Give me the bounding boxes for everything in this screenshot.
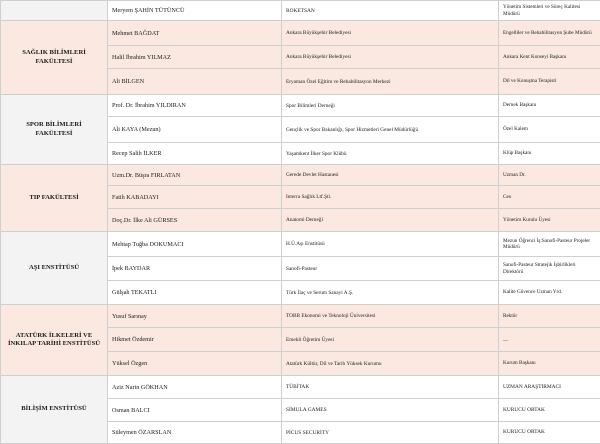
member-organization: H.Ü.Aşı Enstitüsü bbox=[282, 232, 499, 257]
member-title: Yönetim Kurulu Üyesi bbox=[499, 209, 600, 232]
member-name: Ali KAYA (Mezun) bbox=[108, 117, 282, 143]
member-name: Yusuf Sarınay bbox=[108, 305, 282, 328]
member-title: Dernek Başkanı bbox=[499, 95, 600, 117]
member-organization: Emekli Öğretim Üyesi bbox=[282, 328, 499, 352]
member-organization: Atatürk Kültür, Dil ve Tarih Yüksek Kurumu bbox=[282, 352, 499, 376]
member-name: İpek BAYDAR bbox=[108, 257, 282, 281]
member-name: Recep Salih İLKER bbox=[108, 143, 282, 165]
member-name: Doç.Dr. İlke Ali GÜRSES bbox=[108, 209, 282, 232]
member-name: Yüksel Özgen bbox=[108, 352, 282, 376]
member-name: Süleymen ÖZARSLAN bbox=[108, 422, 282, 444]
member-organization: Anatomi Derneği bbox=[282, 209, 499, 232]
member-title: KURUCU ORTAK bbox=[499, 399, 600, 422]
member-title: Yönetim Sistemleri ve Süreç Kalitesi Müdürü bbox=[499, 1, 600, 21]
table-row bbox=[1, 305, 600, 328]
member-title: KURUCU ORTAK bbox=[499, 422, 600, 444]
member-title: Dil ve Konuşma Terapisti bbox=[499, 69, 600, 95]
faculty-name: AŞI ENSTİTÜSÜ bbox=[1, 232, 108, 305]
member-title: Ankara Kent Konseyi Başkanı bbox=[499, 46, 600, 69]
member-title: UZMAN ARAŞTIRMACI bbox=[499, 376, 600, 399]
member-title: Kalite Güvence Uzman Yrd. bbox=[499, 281, 600, 305]
member-organization: Gerede Devlet Hastanesi bbox=[282, 165, 499, 186]
table-row bbox=[1, 95, 600, 117]
member-organization: Gençlik ve Spor Bakanlığı, Spor Hizmetleri Genel Müdürlüğü bbox=[282, 117, 499, 143]
member-name: Uzm.Dr. Büşra FIRLATAN bbox=[108, 165, 282, 186]
faculty-name: SPOR BİLİMLERİ FAKÜLTESİ bbox=[1, 95, 108, 165]
member-organization: Interra Sağlık Ltf.Şti. bbox=[282, 186, 499, 209]
table-row bbox=[1, 376, 600, 399]
member-title: Uzman Dr. bbox=[499, 165, 600, 186]
faculty-cell-empty bbox=[1, 1, 108, 21]
member-organization: Eryaman Özel Eğitim ve Rehabilitasyon Merkezi bbox=[282, 69, 499, 95]
member-name: Aziz Narin GÖKHAN bbox=[108, 376, 282, 399]
faculty-name: TIP FAKÜLTESİ bbox=[1, 165, 108, 232]
member-organization: SİMULA GAMES bbox=[282, 399, 499, 422]
table-row bbox=[1, 165, 600, 186]
member-name: Ali BİLGEN bbox=[108, 69, 282, 95]
member-organization: PİCUS SECURİTY bbox=[282, 422, 499, 444]
member-name: Osman BALCI bbox=[108, 399, 282, 422]
member-title: Mezun Öğrenci İş:Sanofi-Pasteur Projeler Müdürü bbox=[499, 232, 600, 257]
member-title: Ceo bbox=[499, 186, 600, 209]
member-organization: Sanofi-Pasteur bbox=[282, 257, 499, 281]
member-name: Hikmet Özdemir bbox=[108, 328, 282, 352]
member-title: Engelliler ve Rehabilitasyon Şube Müdürü bbox=[499, 21, 600, 46]
member-organization: TOBB Ekonomi ve Teknoloji Üniversitesi bbox=[282, 305, 499, 328]
table-row bbox=[1, 21, 600, 46]
member-title: Rektör bbox=[499, 305, 600, 328]
member-organization: Yaşamkent İlker Spor Klübü bbox=[282, 143, 499, 165]
member-name: Prof. Dr. İbrahim YILDIRAN bbox=[108, 95, 282, 117]
member-organization: ROKETSAN bbox=[282, 1, 499, 21]
member-name: Fatih KABADAYI bbox=[108, 186, 282, 209]
faculty-name: SAĞLIK BİLİMLERİ FAKÜLTESİ bbox=[1, 21, 108, 95]
member-organization: Türk İlaç ve Serum Sanayi A.Ş. bbox=[282, 281, 499, 305]
table-row bbox=[1, 1, 600, 21]
member-organization: TÜBİTAK bbox=[282, 376, 499, 399]
member-organization: Spor Bilimleri Derneği bbox=[282, 95, 499, 117]
member-organization: Ankara Büyükşehir Belediyesi bbox=[282, 46, 499, 69]
faculty-name: ATATÜRK İLKELERİ VE İNKILAP TARİHİ ENSTİTÜSÜ bbox=[1, 305, 108, 376]
member-name: Meryem ŞAHİN TÜTÜNCÜ bbox=[108, 1, 282, 21]
table-row bbox=[1, 232, 600, 257]
member-name: Gülşah TEKATLI bbox=[108, 281, 282, 305]
member-organization: Ankara Büyükşehir Belediyesi bbox=[282, 21, 499, 46]
member-name: Halil İbrahim YILMAZ bbox=[108, 46, 282, 69]
member-title: Klüp Başkanı bbox=[499, 143, 600, 165]
member-title: Sanofi-Pasteur Stratejik İşbirlikleri Direktörü bbox=[499, 257, 600, 281]
member-title: __ bbox=[499, 328, 600, 352]
member-name: Mehtap Tuğba DOKUMACI bbox=[108, 232, 282, 257]
member-name: Mehmet BAĞDAT bbox=[108, 21, 282, 46]
faculty-name: BİLİŞİM ENSTİTÜSÜ bbox=[1, 376, 108, 444]
member-title: Kurum Başkanı bbox=[499, 352, 600, 376]
member-title: Özel Kalem bbox=[499, 117, 600, 143]
